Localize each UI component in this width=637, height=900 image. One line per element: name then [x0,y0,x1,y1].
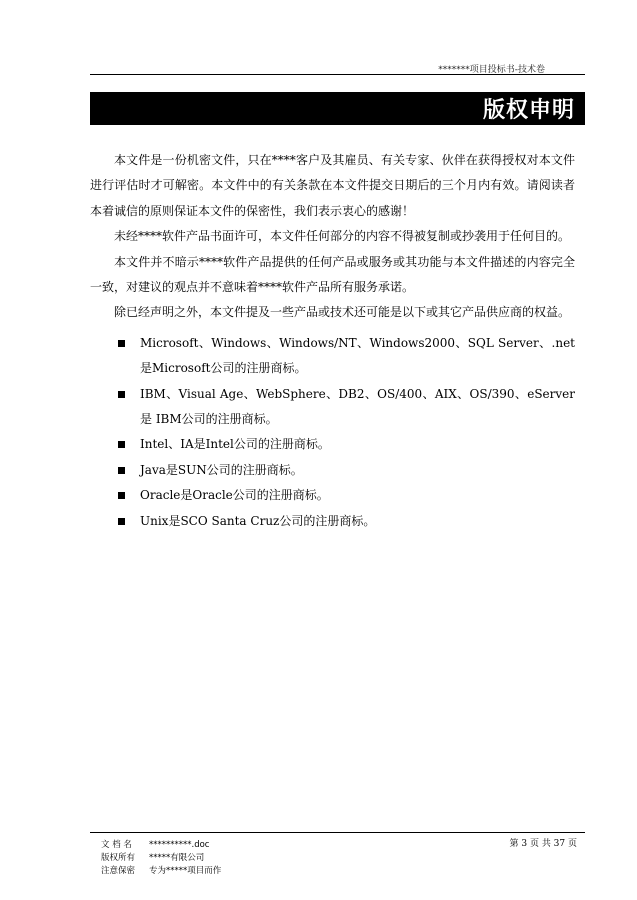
paragraph: 本文件并不暗示****软件产品提供的任何产品或服务或其功能与本文件描述的内容完全一致，对建议的观点并不意味着****软件产品所有服务承诺。 [90,254,575,295]
page-number: 第 3 页 共 37 页 [509,839,577,849]
footer-row-copyright [101,852,221,865]
footer-row-notice [101,865,221,878]
list-item [90,458,575,483]
list-item [90,331,575,382]
copyright-value: *****有限公司 [149,853,205,863]
list-item-text: Unix是SCO Santa Cruz公司的注册商标。 [140,513,376,528]
document-body [90,148,575,534]
square-bullet-icon [118,340,125,347]
list-item [90,483,575,508]
square-bullet-icon [118,391,125,398]
footer-rule [90,832,585,833]
paragraph: 本文件是一份机密文件，只在****客户及其雇员、有关专家、伙伴在获得授权对本文件进行评估时才可解密。本文件中的有关条款在本文件提交日期后的三个月内有效。请阅读者本着诚信的原则保证本文件的保密性，我们表示衷心的感谢！ [90,153,575,218]
list-item-text: Intel、IA是Intel公司的注册商标。 [140,437,330,452]
list-item-text: IBM、Visual Age、WebSphere、DB2、OS/400、AIX、OS/390、eServer 是 IBM公司的注册商标。 [140,386,575,427]
list-item-text: Oracle是Oracle公司的注册商标。 [140,488,329,503]
square-bullet-icon [118,441,125,448]
trademark-list [90,331,575,534]
list-item [90,509,575,534]
list-item-text: Java是SUN公司的注册商标。 [140,462,303,477]
square-bullet-icon [118,492,125,499]
confidential-value: 专为*****项目而作 [149,866,222,876]
copyright-label: 版权所有 [101,853,136,863]
confidential-label: 注意保密 [101,866,136,876]
paragraph: 未经****软件产品书面许可，本文件任何部分的内容不得被复制或抄袭用于任何目的。 [114,229,571,244]
title-banner [90,92,585,125]
doc-name-value: **********.doc [149,840,210,850]
footer-row-doc [101,839,221,852]
footer-info [101,839,221,878]
square-bullet-icon [118,518,125,525]
square-bullet-icon [118,467,125,474]
page-title: 版权申明 [482,98,575,123]
running-header: *******项目投标书-技术卷 [438,65,545,75]
paragraph: 除已经声明之外，本文件提及一些产品或技术还可能是以下或其它产品供应商的权益。 [114,305,571,320]
doc-name-label: 文 档 名 [101,840,132,850]
list-item [90,432,575,457]
header-rule [90,74,585,75]
list-item [90,382,575,433]
list-item-text: Microsoft、Windows、Windows/NT、Windows2000、SQL Server、.net是Microsoft公司的注册商标。 [140,335,575,376]
